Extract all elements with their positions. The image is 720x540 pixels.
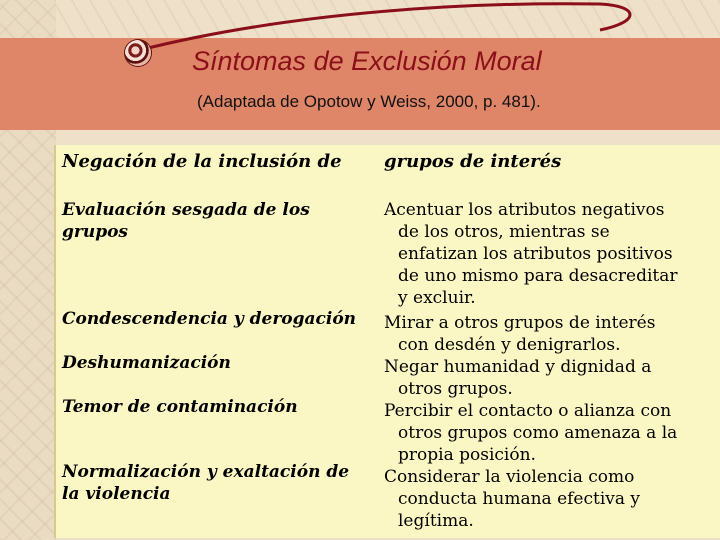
row-desc-line: Negar humanidad y dignidad a xyxy=(384,357,652,377)
row-desc-temor xyxy=(384,400,717,466)
row-desc-line: otros grupos como amenaza a la xyxy=(398,423,678,443)
row-desc-normalizacion xyxy=(384,466,717,532)
row-desc-line: legítima. xyxy=(398,511,474,531)
exclusion-table xyxy=(54,145,720,538)
row-desc-line: Mirar a otros grupos de interés xyxy=(384,313,656,333)
slide-title: Síntomas de Exclusión Moral xyxy=(192,46,542,76)
table-header-right: grupos de interés xyxy=(384,151,562,172)
row-label-line: grupos xyxy=(62,222,128,242)
row-desc-line: Considerar la violencia como xyxy=(384,467,635,487)
row-label-temor: Temor de contaminación xyxy=(62,397,298,417)
row-desc-line: y excluir. xyxy=(398,288,476,308)
row-label-line: Normalización y exaltación de xyxy=(62,462,350,482)
row-desc-condescendencia xyxy=(384,312,717,356)
row-desc-line: Acentuar los atributos negativos xyxy=(384,200,665,220)
row-label-line: Evaluación sesgada de los xyxy=(62,200,310,220)
slide-subtitle: (Adaptada de Opotow y Weiss, 2000, p. 481). xyxy=(197,92,541,111)
row-label-condescendencia: Condescendencia y derogación xyxy=(62,309,357,329)
row-desc-line: otros grupos. xyxy=(398,379,513,399)
row-label-line: la violencia xyxy=(62,484,171,504)
row-desc-deshumanizacion xyxy=(384,356,717,400)
row-desc-line: de uno mismo para desacreditar xyxy=(398,266,678,286)
row-desc-line: conducta humana efectiva y xyxy=(398,489,641,509)
row-desc-line: de los otros, mientras se xyxy=(398,222,610,242)
row-desc-line: con desdén y denigrarlos. xyxy=(398,335,621,355)
row-label-deshumanizacion: Deshumanización xyxy=(62,353,231,373)
row-desc-line: Percibir el contacto o alianza con xyxy=(384,401,672,421)
globe-icon xyxy=(125,40,151,66)
row-label-evaluacion xyxy=(62,199,372,243)
row-desc-line: propia posición. xyxy=(398,445,536,465)
table-header-left: Negación de la inclusión de xyxy=(62,151,342,172)
row-label-normalizacion xyxy=(62,461,372,505)
row-desc-evaluacion xyxy=(384,199,717,309)
row-desc-line: enfatizan los atributos positivos xyxy=(398,244,673,264)
